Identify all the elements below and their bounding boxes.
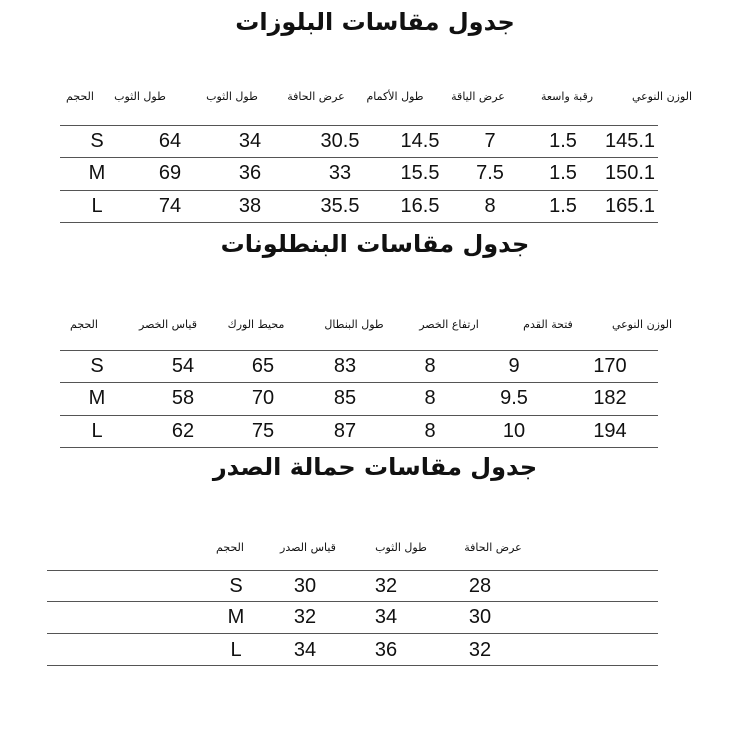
column-header: محيط الورك: [227, 318, 285, 331]
table-cell: 70: [251, 387, 275, 409]
table-cell: 10: [502, 420, 526, 442]
table-cell: 54: [171, 355, 195, 377]
pants-table-title: جدول مقاسات البنطلونات: [220, 230, 530, 258]
table-cell: 34: [374, 606, 398, 628]
table-cell: 30.5: [320, 130, 360, 152]
table-cell: 69: [158, 162, 182, 184]
table-cell: 38: [238, 195, 262, 217]
column-header: طول الثوب: [206, 90, 258, 103]
column-header: قياس الخصر: [139, 318, 197, 331]
table-cell: 30: [293, 575, 317, 597]
table-cell: 32: [293, 606, 317, 628]
row-divider: [47, 665, 658, 666]
row-divider: [60, 415, 658, 416]
table-cell: 7: [484, 130, 496, 152]
table-cell: 35.5: [320, 195, 360, 217]
table-cell: 8: [424, 355, 436, 377]
column-header: طول البنطال: [324, 318, 384, 331]
column-header: عرض الحافة: [287, 90, 345, 103]
table-cell: 33: [328, 162, 352, 184]
column-header: الحجم: [70, 318, 98, 331]
size-label: L: [91, 195, 103, 217]
column-header: ارتفاع الخصر: [419, 318, 479, 331]
table-cell: 74: [158, 195, 182, 217]
table-cell: 75: [251, 420, 275, 442]
table-cell: 83: [333, 355, 357, 377]
bra-table-title: جدول مقاسات حمالة الصدر: [212, 453, 538, 481]
table-cell: 64: [158, 130, 182, 152]
column-header: الحجم: [216, 541, 244, 554]
table-cell: 194: [593, 420, 627, 442]
table-cell: 58: [171, 387, 195, 409]
table-cell: 28: [468, 575, 492, 597]
size-label: L: [91, 420, 103, 442]
row-divider: [47, 570, 658, 571]
row-divider: [60, 350, 658, 351]
table-cell: 36: [374, 639, 398, 661]
table-cell: 8: [424, 387, 436, 409]
table-cell: 9: [508, 355, 520, 377]
table-cell: 150.1: [604, 162, 656, 184]
table-cell: 34: [238, 130, 262, 152]
size-label: S: [90, 130, 104, 152]
table-cell: 36: [238, 162, 262, 184]
size-label: S: [229, 575, 243, 597]
table-cell: 1.5: [549, 195, 577, 217]
column-header: قياس الصدر: [280, 541, 336, 554]
table-cell: 30: [468, 606, 492, 628]
column-header: عرض الحافة: [464, 541, 522, 554]
blouse-table-title: جدول مقاسات البلوزات: [235, 8, 515, 36]
column-header: طول الثوب: [114, 90, 166, 103]
size-label: S: [90, 355, 104, 377]
column-header: الحجم: [66, 90, 94, 103]
column-header: عرض الياقة: [451, 90, 505, 103]
column-header: طول الثوب: [375, 541, 427, 554]
row-divider: [60, 447, 658, 448]
table-cell: 1.5: [549, 162, 577, 184]
table-cell: 34: [293, 639, 317, 661]
row-divider: [47, 633, 658, 634]
column-header: الوزن النوعي: [631, 90, 693, 103]
row-divider: [60, 382, 658, 383]
table-cell: 170: [593, 355, 627, 377]
table-cell: 85: [333, 387, 357, 409]
table-cell: 9.5: [500, 387, 528, 409]
table-cell: 87: [333, 420, 357, 442]
column-header: طول الأكمام: [366, 90, 424, 103]
table-cell: 8: [484, 195, 496, 217]
row-divider: [60, 222, 658, 223]
size-label: L: [230, 639, 242, 661]
table-cell: 32: [468, 639, 492, 661]
table-cell: 62: [171, 420, 195, 442]
table-cell: 8: [424, 420, 436, 442]
row-divider: [60, 125, 658, 126]
table-cell: 16.5: [400, 195, 440, 217]
size-label: M: [88, 387, 106, 409]
table-cell: 165.1: [604, 195, 656, 217]
row-divider: [60, 190, 658, 191]
table-cell: 65: [251, 355, 275, 377]
column-header: فتحة القدم: [523, 318, 573, 331]
column-header: الوزن النوعي: [611, 318, 673, 331]
row-divider: [60, 157, 658, 158]
table-cell: 32: [374, 575, 398, 597]
table-cell: 145.1: [604, 130, 656, 152]
column-header: رقبة واسعة: [540, 90, 594, 103]
size-label: M: [88, 162, 106, 184]
table-cell: 7.5: [476, 162, 504, 184]
table-cell: 14.5: [400, 130, 440, 152]
table-cell: 1.5: [549, 130, 577, 152]
row-divider: [47, 601, 658, 602]
table-cell: 15.5: [400, 162, 440, 184]
table-cell: 182: [593, 387, 627, 409]
size-label: M: [227, 606, 245, 628]
